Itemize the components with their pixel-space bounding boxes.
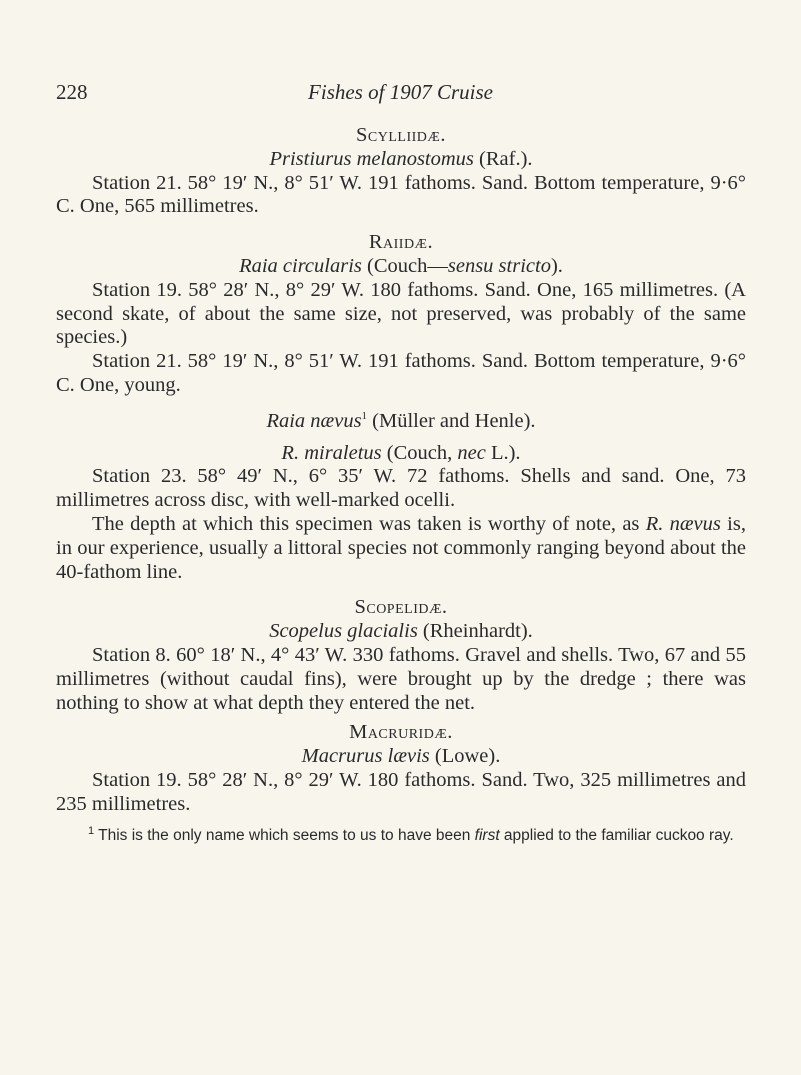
species-heading (56, 148, 746, 172)
species-authority: (Müller and Henle). (367, 409, 536, 432)
species-authority: (Lowe). (429, 745, 501, 768)
synonym-authority-italic: nec (457, 441, 486, 464)
synonym-authority-end: L.). (485, 441, 521, 464)
species-authority: (Couch— (367, 254, 448, 277)
family-heading: Scylliidæ. (356, 124, 446, 146)
record-paragraph: Station 23. 58° 49′ N., 6° 35′ W. 72 fathoms. Shells and sand. One, 73 millimetres across disc, with well-marked ocelli. (56, 465, 746, 512)
species-heading (56, 410, 746, 434)
note-text-end: is, in our experience, usually a littoral species not commonly ranging beyond about the 40-fathom line. (56, 512, 746, 583)
species-name: Pristiurus melanostomus (269, 147, 474, 170)
species-name: Raia nævus (266, 409, 362, 432)
species-authority-italic: sensu stricto (447, 254, 551, 277)
species-name: Raia circularis (239, 254, 362, 277)
family-heading: Macruridæ. (349, 721, 453, 744)
record-paragraph: Station 21. 58° 19′ N., 8° 51′ W. 191 fathoms. Sand. Bottom temperature, 9·6° C. One, 565 millimetres. (56, 171, 746, 218)
family-heading: Raiidæ. (368, 231, 434, 254)
species-heading (56, 255, 746, 279)
species-name: Scopelus glacialis (269, 620, 418, 643)
family-heading: Scopelidæ. (354, 596, 448, 619)
footnote-marker: 1 (88, 824, 95, 837)
record-paragraph: Station 19. 58° 28′ N., 8° 29′ W. 180 fathoms. Sand. Two, 325 millimetres and 235 millimetres. (56, 768, 746, 815)
footnote-ref: 1 (361, 409, 368, 422)
species-heading (56, 745, 746, 769)
record-paragraph: Station 21. 58° 19′ N., 8° 51′ W. 191 fathoms. Sand. Bottom temperature, 9·6° C. One, young. (56, 350, 746, 396)
footnote-italic: first (474, 826, 500, 844)
synonym-authority: (Couch, (381, 441, 458, 464)
running-title: Fishes of 1907 Cruise (308, 80, 493, 104)
page-number: 228 (56, 80, 88, 104)
footnote (56, 825, 746, 846)
record-paragraph: Station 8. 60° 18′ N., 4° 43′ W. 330 fathoms. Gravel and shells. Two, 67 and 55 millimetres (without caudal fins), were brought up by the dredge ; there was nothing to show at what depth they entered the net. (56, 643, 746, 714)
note-paragraph (56, 513, 746, 584)
page-body (56, 124, 746, 846)
species-authority: (Raf.). (479, 147, 533, 170)
footnote-text: This is the only name which seems to us to have been (94, 826, 475, 844)
species-name: Macrurus lævis (301, 745, 430, 768)
note-text: The depth at which this specimen was taken is worthy of note, as (92, 512, 646, 535)
record-paragraph: Station 19. 58° 28′ N., 8° 29′ W. 180 fathoms. Sand. One, 165 millimetres. (A second skate, of about the same size, not preserved, was probably of the same species.) (56, 278, 746, 349)
footnote-text-end: applied to the familiar cuckoo ray. (499, 826, 734, 844)
species-heading (56, 620, 746, 644)
synonym-name: R. miraletus (281, 441, 382, 464)
synonym-heading (56, 442, 746, 466)
species-authority-end: ). (550, 254, 563, 277)
species-authority: (Rheinhardt). (417, 620, 533, 643)
note-species: R. nævus (645, 512, 721, 535)
page-header (56, 80, 745, 110)
